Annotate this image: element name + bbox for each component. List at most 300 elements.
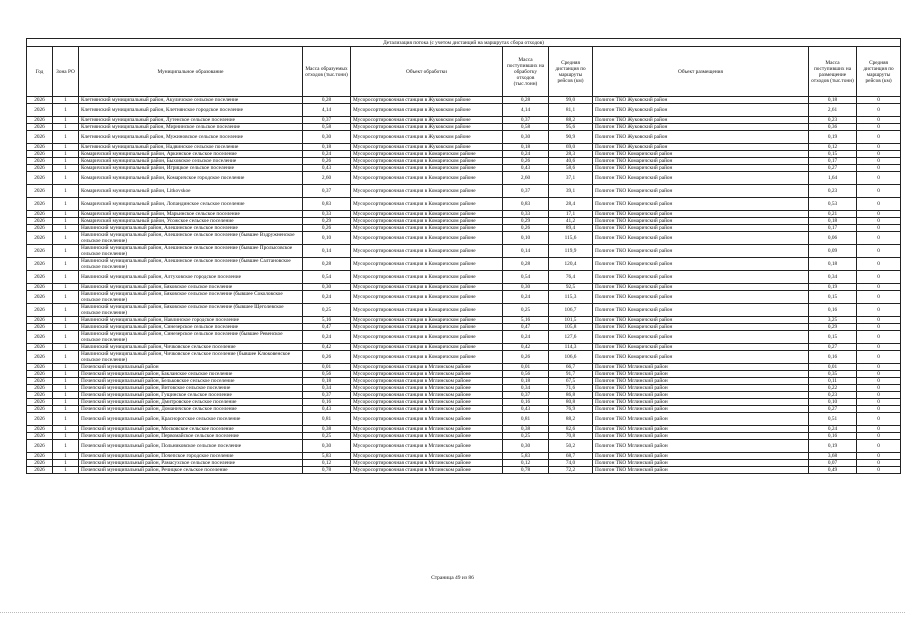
cell-processing-facility: Мусоросортировочная станция в Комаричском районе bbox=[351, 172, 503, 185]
table-row bbox=[27, 198, 901, 211]
cell-processing-distance: 91,7 bbox=[549, 371, 593, 378]
cell-zone: 1 bbox=[53, 331, 79, 344]
table-row bbox=[27, 344, 901, 351]
cell-processing-facility: Мусоросортировочная станция в Комаричском районе bbox=[351, 291, 503, 304]
cell-disposed-mass: 0,16 bbox=[809, 304, 857, 317]
cell-municipality: Навлинский муниципальный район, Чичковское сельское поселение (бывшее Клюковенское сельское поселение) bbox=[79, 351, 303, 364]
cell-processing-facility: Мусоросортировочная станция в Комаричском районе bbox=[351, 232, 503, 245]
cell-disposal-distance: 0 bbox=[857, 97, 901, 104]
cell-disposed-mass: 0,34 bbox=[809, 271, 857, 284]
cell-processing-facility: Мусоросортировочная станция в Жуковском районе bbox=[351, 97, 503, 104]
cell-disposal-distance: 0 bbox=[857, 460, 901, 467]
cell-disposal-facility: Полигон ТКО Комаричский район bbox=[593, 258, 809, 271]
cell-disposed-mass: 0,16 bbox=[809, 351, 857, 364]
cell-disposal-facility: Полигон ТКО Комаричский район bbox=[593, 185, 809, 198]
cell-disposed-mass: 3,68 bbox=[809, 453, 857, 460]
header-row bbox=[27, 47, 901, 97]
cell-disposal-facility: Полигон ТКО Мглинский район bbox=[593, 406, 809, 413]
cell-disposal-distance: 0 bbox=[857, 344, 901, 351]
table-row bbox=[27, 232, 901, 245]
cell-processing-distance: 37,1 bbox=[549, 172, 593, 185]
table-row bbox=[27, 399, 901, 406]
cell-processing-facility: Мусоросортировочная станция в Комаричском районе bbox=[351, 225, 503, 232]
cell-processing-distance: 70,8 bbox=[549, 433, 593, 440]
cell-processing-distance: 89,4 bbox=[549, 225, 593, 232]
table-row bbox=[27, 351, 901, 364]
cell-generated-mass: 0,81 bbox=[303, 413, 351, 426]
cell-year: 2026 bbox=[27, 378, 53, 385]
cell-processing-distance: 41,2 bbox=[549, 218, 593, 225]
col-header-generated-mass: Масса образуемых отходов (тыс.тонн) bbox=[303, 47, 351, 97]
cell-year: 2026 bbox=[27, 364, 53, 371]
cell-disposal-facility: Полигон ТКО Комаричский район bbox=[593, 351, 809, 364]
cell-disposal-facility: Полигон ТКО Жуковский район bbox=[593, 97, 809, 104]
cell-municipality: Почепский муниципальный район, Первомайское сельское поселение bbox=[79, 433, 303, 440]
cell-year: 2026 bbox=[27, 245, 53, 258]
cell-municipality: Почепский муниципальный район, Бельковское сельское поселение bbox=[79, 378, 303, 385]
cell-municipality: Навлинский муниципальный район, Бяковское сельское поселение (бывшее Соколовское сельское поселение) bbox=[79, 291, 303, 304]
cell-disposal-distance: 0 bbox=[857, 225, 901, 232]
cell-generated-mass: 4,14 bbox=[303, 104, 351, 117]
cell-disposed-mass: 2,61 bbox=[809, 104, 857, 117]
table-row bbox=[27, 406, 901, 413]
cell-disposed-mass: 0,06 bbox=[809, 232, 857, 245]
cell-municipality: Навлинский муниципальный район, Алтуховское городское поселение bbox=[79, 271, 303, 284]
cell-disposal-distance: 0 bbox=[857, 218, 901, 225]
cell-processing-facility: Мусоросортировочная станция в Комаричском районе bbox=[351, 185, 503, 198]
col-header-disposal-facility: Объект размещения bbox=[593, 47, 809, 97]
cell-processing-distance: 86,8 bbox=[549, 392, 593, 399]
cell-processing-distance: 106,6 bbox=[549, 351, 593, 364]
table-row bbox=[27, 460, 901, 467]
col-header-disposal-distance: Средняя дистанция по маршруты рейсов (км) bbox=[857, 47, 901, 97]
cell-processed-mass: 0,12 bbox=[503, 460, 549, 467]
col-header-municipality: Муниципальное образование bbox=[79, 47, 303, 97]
cell-municipality: Почепский муниципальный район, Доманичское сельское поселение bbox=[79, 406, 303, 413]
cell-generated-mass: 0,56 bbox=[303, 371, 351, 378]
cell-disposal-distance: 0 bbox=[857, 124, 901, 131]
cell-zone: 1 bbox=[53, 151, 79, 158]
cell-zone: 1 bbox=[53, 185, 79, 198]
cell-year: 2026 bbox=[27, 385, 53, 392]
cell-generated-mass: 0,18 bbox=[303, 144, 351, 151]
cell-municipality: Навлинский муниципальный район, Алешинское сельское поселение (бывшее Вздружненское сельское поселение) bbox=[79, 232, 303, 245]
cell-disposal-facility: Полигон ТКО Жуковский район bbox=[593, 124, 809, 131]
cell-municipality: Комаричский муниципальный район, Марьинское сельское поселение bbox=[79, 211, 303, 218]
cell-disposal-facility: Полигон ТКО Комаричский район bbox=[593, 151, 809, 158]
cell-disposal-distance: 0 bbox=[857, 399, 901, 406]
cell-processed-mass: 0,81 bbox=[503, 413, 549, 426]
cell-processing-distance: 39,1 bbox=[549, 185, 593, 198]
cell-municipality: Навлинский муниципальный район, Алешинское сельское поселение (бывшее Салтановское сельское поселение) bbox=[79, 258, 303, 271]
cell-disposal-distance: 0 bbox=[857, 232, 901, 245]
cell-municipality: Клетнянский муниципальный район, Клетнянское городское поселение bbox=[79, 104, 303, 117]
table-row bbox=[27, 413, 901, 426]
cell-disposal-distance: 0 bbox=[857, 304, 901, 317]
cell-disposal-distance: 0 bbox=[857, 117, 901, 124]
cell-processed-mass: 0,29 bbox=[503, 218, 549, 225]
cell-zone: 1 bbox=[53, 232, 79, 245]
cell-generated-mass: 0,16 bbox=[303, 399, 351, 406]
table-row bbox=[27, 225, 901, 232]
table-row bbox=[27, 97, 901, 104]
table-row bbox=[27, 317, 901, 324]
cell-disposal-distance: 0 bbox=[857, 144, 901, 151]
cell-processed-mass: 0,14 bbox=[503, 245, 549, 258]
cell-year: 2026 bbox=[27, 399, 53, 406]
cell-processing-facility: Мусоросортировочная станция в Мглинском районе bbox=[351, 392, 503, 399]
cell-disposal-distance: 0 bbox=[857, 385, 901, 392]
cell-generated-mass: 0,10 bbox=[303, 232, 351, 245]
cell-generated-mass: 0,83 bbox=[303, 198, 351, 211]
cell-municipality: Комаричский муниципальный район, Игрицкое сельское поселение bbox=[79, 165, 303, 172]
cell-disposal-distance: 0 bbox=[857, 453, 901, 460]
cell-processing-distance: 74,0 bbox=[549, 460, 593, 467]
cell-zone: 1 bbox=[53, 218, 79, 225]
cell-disposal-facility: Полигон ТКО Мглинский район bbox=[593, 371, 809, 378]
cell-generated-mass: 0,54 bbox=[303, 271, 351, 284]
cell-processed-mass: 0,37 bbox=[503, 185, 549, 198]
cell-zone: 1 bbox=[53, 284, 79, 291]
cell-disposed-mass: 0,18 bbox=[809, 97, 857, 104]
cell-zone: 1 bbox=[53, 124, 79, 131]
cell-year: 2026 bbox=[27, 131, 53, 144]
cell-zone: 1 bbox=[53, 467, 79, 474]
cell-processed-mass: 0,42 bbox=[503, 344, 549, 351]
cell-year: 2026 bbox=[27, 211, 53, 218]
cell-processed-mass: 0,43 bbox=[503, 406, 549, 413]
cell-disposed-mass: 0,23 bbox=[809, 392, 857, 399]
cell-zone: 1 bbox=[53, 433, 79, 440]
cell-processing-distance: 115,3 bbox=[549, 291, 593, 304]
cell-municipality: Почепский муниципальный район, Дмитровское сельское поселение bbox=[79, 399, 303, 406]
cell-disposal-facility: Полигон ТКО Комаричский район bbox=[593, 232, 809, 245]
table-row bbox=[27, 304, 901, 317]
cell-zone: 1 bbox=[53, 165, 79, 172]
cell-processing-distance: 69,0 bbox=[549, 144, 593, 151]
cell-generated-mass: 0,26 bbox=[303, 225, 351, 232]
cell-disposed-mass: 0,29 bbox=[809, 324, 857, 331]
cell-year: 2026 bbox=[27, 304, 53, 317]
cell-zone: 1 bbox=[53, 413, 79, 426]
cell-municipality: Почепский муниципальный район, Гущинское сельское поселение bbox=[79, 392, 303, 399]
cell-disposal-distance: 0 bbox=[857, 426, 901, 433]
cell-zone: 1 bbox=[53, 291, 79, 304]
table-row bbox=[27, 324, 901, 331]
cell-zone: 1 bbox=[53, 364, 79, 371]
table-row bbox=[27, 426, 901, 433]
cell-processed-mass: 0,43 bbox=[503, 165, 549, 172]
cell-generated-mass: 0,25 bbox=[303, 433, 351, 440]
table-row bbox=[27, 124, 901, 131]
cell-disposal-distance: 0 bbox=[857, 433, 901, 440]
cell-processing-distance: 101,5 bbox=[549, 317, 593, 324]
col-header-disposed-mass: Масса поступивших на размещение отходов (тыс.тонн) bbox=[809, 47, 857, 97]
cell-processing-facility: Мусоросортировочная станция в Комаричском районе bbox=[351, 151, 503, 158]
cell-year: 2026 bbox=[27, 433, 53, 440]
cell-zone: 1 bbox=[53, 211, 79, 218]
cell-processing-facility: Мусоросортировочная станция в Комаричском районе bbox=[351, 198, 503, 211]
cell-zone: 1 bbox=[53, 158, 79, 165]
cell-disposal-facility: Полигон ТКО Жуковский район bbox=[593, 144, 809, 151]
cell-disposed-mass: 0,17 bbox=[809, 158, 857, 165]
cell-disposal-facility: Полигон ТКО Мглинский район bbox=[593, 392, 809, 399]
cell-processed-mass: 0,25 bbox=[503, 304, 549, 317]
cell-year: 2026 bbox=[27, 406, 53, 413]
cell-disposed-mass: 0,18 bbox=[809, 218, 857, 225]
cell-processed-mass: 0,58 bbox=[503, 124, 549, 131]
cell-municipality: Почепский муниципальный район, Краснорогское сельское поселение bbox=[79, 413, 303, 426]
cell-processing-distance: 76,4 bbox=[549, 271, 593, 284]
cell-generated-mass: 0,37 bbox=[303, 392, 351, 399]
cell-municipality: Навлинский муниципальный район, Синезерское сельское поселение bbox=[79, 324, 303, 331]
cell-disposed-mass: 0,15 bbox=[809, 151, 857, 158]
cell-generated-mass: 0,43 bbox=[303, 406, 351, 413]
cell-disposal-distance: 0 bbox=[857, 413, 901, 426]
cell-zone: 1 bbox=[53, 406, 79, 413]
cell-disposed-mass: 0,23 bbox=[809, 117, 857, 124]
cell-year: 2026 bbox=[27, 284, 53, 291]
cell-generated-mass: 0,24 bbox=[303, 291, 351, 304]
cell-processing-facility: Мусоросортировочная станция в Комаричском районе bbox=[351, 245, 503, 258]
table-row bbox=[27, 291, 901, 304]
cell-generated-mass: 0,37 bbox=[303, 117, 351, 124]
cell-disposal-facility: Полигон ТКО Комаричский район bbox=[593, 225, 809, 232]
cell-processing-facility: Мусоросортировочная станция в Жуковском районе bbox=[351, 104, 503, 117]
cell-year: 2026 bbox=[27, 324, 53, 331]
cell-disposal-distance: 0 bbox=[857, 131, 901, 144]
cell-municipality: Навлинский муниципальный район, Навлинское городское поселение bbox=[79, 317, 303, 324]
cell-processed-mass: 0,26 bbox=[503, 225, 549, 232]
cell-disposal-distance: 0 bbox=[857, 172, 901, 185]
cell-processing-facility: Мусоросортировочная станция в Мглинском районе bbox=[351, 440, 503, 453]
cell-disposal-facility: Полигон ТКО Комаричский район bbox=[593, 218, 809, 225]
table-row bbox=[27, 104, 901, 117]
cell-municipality: Клетнянский муниципальный район, Акуличское сельское поселение bbox=[79, 97, 303, 104]
cell-zone: 1 bbox=[53, 399, 79, 406]
cell-disposal-distance: 0 bbox=[857, 317, 901, 324]
cell-disposal-distance: 0 bbox=[857, 467, 901, 474]
cell-processing-distance: 106,7 bbox=[549, 304, 593, 317]
cell-processed-mass: 0,24 bbox=[503, 331, 549, 344]
cell-zone: 1 bbox=[53, 385, 79, 392]
cell-disposal-distance: 0 bbox=[857, 185, 901, 198]
table-row bbox=[27, 284, 901, 291]
cell-processed-mass: 0,30 bbox=[503, 284, 549, 291]
cell-disposal-distance: 0 bbox=[857, 364, 901, 371]
cell-municipality: Почепский муниципальный район bbox=[79, 364, 303, 371]
table-row bbox=[27, 440, 901, 453]
cell-processing-facility: Мусоросортировочная станция в Комаричском районе bbox=[351, 158, 503, 165]
cell-processed-mass: 0,54 bbox=[503, 271, 549, 284]
cell-disposal-distance: 0 bbox=[857, 291, 901, 304]
cell-zone: 1 bbox=[53, 117, 79, 124]
cell-processing-distance: 40,6 bbox=[549, 158, 593, 165]
cell-year: 2026 bbox=[27, 151, 53, 158]
cell-disposal-facility: Полигон ТКО Комаричский район bbox=[593, 291, 809, 304]
cell-disposed-mass: 0,12 bbox=[809, 144, 857, 151]
cell-processing-distance: 68,7 bbox=[549, 453, 593, 460]
cell-disposed-mass: 0,21 bbox=[809, 211, 857, 218]
cell-year: 2026 bbox=[27, 144, 53, 151]
cell-processing-facility: Мусоросортировочная станция в Мглинском районе bbox=[351, 399, 503, 406]
cell-processed-mass: 0,24 bbox=[503, 151, 549, 158]
cell-year: 2026 bbox=[27, 258, 53, 271]
table-row bbox=[27, 117, 901, 124]
cell-disposal-facility: Полигон ТКО Комаричский район bbox=[593, 324, 809, 331]
cell-disposal-facility: Полигон ТКО Комаричский район bbox=[593, 158, 809, 165]
cell-processing-facility: Мусоросортировочная станция в Мглинском районе bbox=[351, 453, 503, 460]
cell-disposal-facility: Полигон ТКО Мглинский район bbox=[593, 433, 809, 440]
cell-generated-mass: 5,16 bbox=[303, 317, 351, 324]
cell-zone: 1 bbox=[53, 392, 79, 399]
cell-municipality: Почепский муниципальный район, Речицкое сельское поселение bbox=[79, 467, 303, 474]
cell-disposal-facility: Полигон ТКО Мглинский район bbox=[593, 385, 809, 392]
cell-municipality: Комаричский муниципальный район, Быховское сельское поселение bbox=[79, 158, 303, 165]
cell-processing-distance: 88,2 bbox=[549, 413, 593, 426]
cell-zone: 1 bbox=[53, 97, 79, 104]
cell-processed-mass: 0,18 bbox=[503, 378, 549, 385]
cell-municipality: Комаричский муниципальный район, Комаричское городское поселение bbox=[79, 172, 303, 185]
cell-processed-mass: 0,38 bbox=[503, 426, 549, 433]
cell-municipality: Комаричский муниципальный район, Аркинское сельское поселение bbox=[79, 151, 303, 158]
cell-processed-mass: 0,83 bbox=[503, 198, 549, 211]
cell-generated-mass: 0,58 bbox=[303, 124, 351, 131]
cell-disposal-facility: Полигон ТКО Мглинский район bbox=[593, 413, 809, 426]
col-header-processing-facility: Объект обработки bbox=[351, 47, 503, 97]
cell-year: 2026 bbox=[27, 291, 53, 304]
table-row bbox=[27, 453, 901, 460]
cell-year: 2026 bbox=[27, 453, 53, 460]
cell-year: 2026 bbox=[27, 440, 53, 453]
cell-disposal-distance: 0 bbox=[857, 371, 901, 378]
cell-processing-facility: Мусоросортировочная станция в Мглинском районе bbox=[351, 371, 503, 378]
cell-processing-facility: Мусоросортировочная станция в Комаричском районе bbox=[351, 218, 503, 225]
cell-processed-mass: 0,56 bbox=[503, 371, 549, 378]
cell-disposed-mass: 0,27 bbox=[809, 406, 857, 413]
cell-disposal-facility: Полигон ТКО Мглинский район bbox=[593, 440, 809, 453]
cell-municipality: Почепский муниципальный район, Московское сельское поселение bbox=[79, 426, 303, 433]
cell-disposed-mass: 0,53 bbox=[809, 198, 857, 211]
table-row bbox=[27, 151, 901, 158]
cell-disposal-facility: Полигон ТКО Комаричский район bbox=[593, 344, 809, 351]
cell-zone: 1 bbox=[53, 440, 79, 453]
cell-year: 2026 bbox=[27, 172, 53, 185]
cell-processed-mass: 4,14 bbox=[503, 104, 549, 117]
col-header-zone: Зона РО bbox=[53, 47, 79, 97]
cell-zone: 1 bbox=[53, 144, 79, 151]
cell-disposal-facility: Полигон ТКО Комаричский район bbox=[593, 271, 809, 284]
cell-disposed-mass: 0,23 bbox=[809, 185, 857, 198]
cell-processing-facility: Мусоросортировочная станция в Комаричском районе bbox=[351, 331, 503, 344]
table-row bbox=[27, 172, 901, 185]
cell-zone: 1 bbox=[53, 198, 79, 211]
cell-processing-distance: 99,0 bbox=[549, 97, 593, 104]
cell-municipality: Почепский муниципальный район, Польниковское сельское поселение bbox=[79, 440, 303, 453]
cell-disposal-facility: Полигон ТКО Комаричский район bbox=[593, 198, 809, 211]
cell-processing-distance: 88,2 bbox=[549, 117, 593, 124]
table-row bbox=[27, 258, 901, 271]
cell-processing-facility: Мусоросортировочная станция в Мглинском районе bbox=[351, 364, 503, 371]
cell-disposal-facility: Полигон ТКО Комаричский район bbox=[593, 211, 809, 218]
cell-disposal-facility: Полигон ТКО Комаричский район bbox=[593, 331, 809, 344]
cell-zone: 1 bbox=[53, 104, 79, 117]
cell-generated-mass: 0,28 bbox=[303, 258, 351, 271]
cell-disposed-mass: 0,18 bbox=[809, 258, 857, 271]
page-number: Страница 49 из 86 bbox=[431, 575, 474, 581]
cell-generated-mass: 0,29 bbox=[303, 218, 351, 225]
cell-year: 2026 bbox=[27, 97, 53, 104]
cell-generated-mass: 5,83 bbox=[303, 453, 351, 460]
cell-processing-distance: 28,3 bbox=[549, 151, 593, 158]
cell-processing-distance: 66,7 bbox=[549, 364, 593, 371]
cell-municipality: Почепский муниципальный район, Почепское городское поселение bbox=[79, 453, 303, 460]
cell-processing-facility: Мусоросортировочная станция в Комаричском районе bbox=[351, 351, 503, 364]
cell-processing-distance: 114,3 bbox=[549, 344, 593, 351]
cell-processing-facility: Мусоросортировочная станция в Комаричском районе bbox=[351, 284, 503, 291]
cell-generated-mass: 0,43 bbox=[303, 165, 351, 172]
cell-disposed-mass: 0,10 bbox=[809, 399, 857, 406]
cell-processing-distance: 50,2 bbox=[549, 440, 593, 453]
cell-processing-facility: Мусоросортировочная станция в Мглинском районе bbox=[351, 413, 503, 426]
cell-processing-facility: Мусоросортировочная станция в Комаричском районе bbox=[351, 271, 503, 284]
cell-disposal-facility: Полигон ТКО Мглинский район bbox=[593, 453, 809, 460]
cell-year: 2026 bbox=[27, 371, 53, 378]
cell-generated-mass: 0,38 bbox=[303, 426, 351, 433]
cell-processing-distance: 92,5 bbox=[549, 284, 593, 291]
cell-disposal-distance: 0 bbox=[857, 392, 901, 399]
cell-zone: 1 bbox=[53, 378, 79, 385]
cell-zone: 1 bbox=[53, 371, 79, 378]
table-row bbox=[27, 185, 901, 198]
cell-processed-mass: 0,26 bbox=[503, 158, 549, 165]
table-row bbox=[27, 131, 901, 144]
cell-processing-facility: Мусоросортировочная станция в Жуковском районе bbox=[351, 117, 503, 124]
table-row bbox=[27, 433, 901, 440]
cell-disposed-mass: 0,22 bbox=[809, 385, 857, 392]
cell-disposal-distance: 0 bbox=[857, 245, 901, 258]
cell-processing-facility: Мусоросортировочная станция в Мглинском районе bbox=[351, 460, 503, 467]
cell-processed-mass: 0,34 bbox=[503, 385, 549, 392]
cell-disposed-mass: 0,07 bbox=[809, 460, 857, 467]
cell-municipality: Навлинский муниципальный район, Чичковское сельское поселение bbox=[79, 344, 303, 351]
cell-disposal-distance: 0 bbox=[857, 165, 901, 172]
col-header-processing-distance: Средняя дистанция по маршруты рейсов (км) bbox=[549, 47, 593, 97]
cell-municipality: Клетнянский муниципальный район, Надвинское сельское поселение bbox=[79, 144, 303, 151]
cell-processed-mass: 0,28 bbox=[503, 97, 549, 104]
cell-processed-mass: 0,47 bbox=[503, 324, 549, 331]
cell-generated-mass: 0,01 bbox=[303, 364, 351, 371]
cell-generated-mass: 0,12 bbox=[303, 460, 351, 467]
table-row bbox=[27, 385, 901, 392]
cell-processed-mass: 0,24 bbox=[503, 291, 549, 304]
cell-generated-mass: 0,33 bbox=[303, 211, 351, 218]
cell-processed-mass: 0,18 bbox=[503, 144, 549, 151]
table-row bbox=[27, 271, 901, 284]
cell-processing-distance: 80,8 bbox=[549, 399, 593, 406]
cell-processed-mass: 2,60 bbox=[503, 172, 549, 185]
cell-processing-distance: 17,1 bbox=[549, 211, 593, 218]
cell-processing-facility: Мусоросортировочная станция в Жуковском районе bbox=[351, 144, 503, 151]
cell-zone: 1 bbox=[53, 304, 79, 317]
table-row bbox=[27, 165, 901, 172]
cell-zone: 1 bbox=[53, 426, 79, 433]
table-row bbox=[27, 218, 901, 225]
cell-processed-mass: 5,16 bbox=[503, 317, 549, 324]
cell-municipality: Почепский муниципальный район, Рамасухское сельское поселение bbox=[79, 460, 303, 467]
table-row bbox=[27, 331, 901, 344]
table-row bbox=[27, 364, 901, 371]
